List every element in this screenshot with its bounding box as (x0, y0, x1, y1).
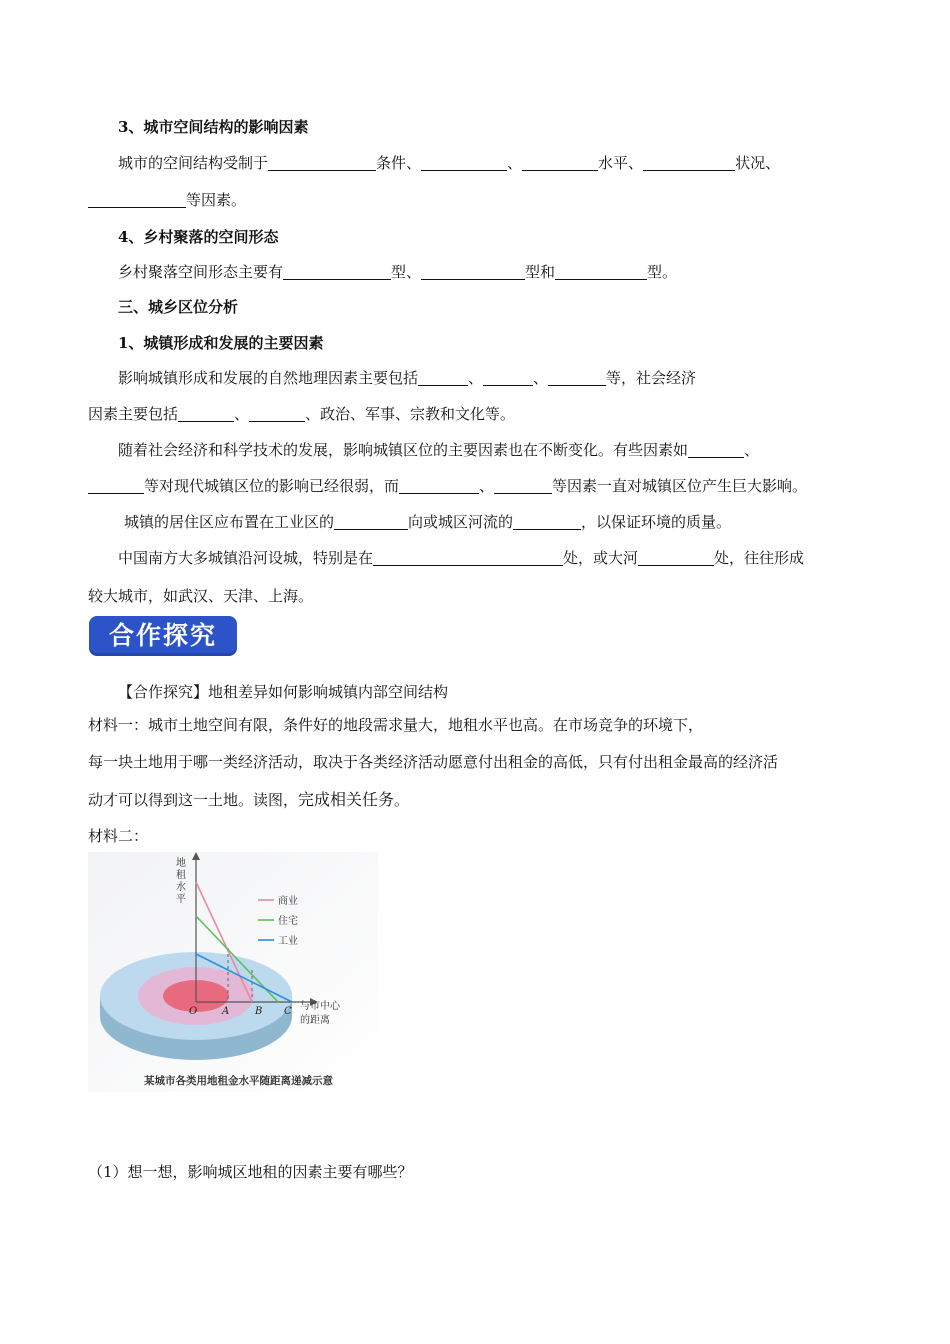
legend-label-industrial: 工业 (278, 936, 298, 947)
fill-blank[interactable] (334, 513, 408, 530)
fill-blank[interactable] (283, 263, 391, 280)
fill-blank[interactable] (88, 477, 144, 494)
section3-line2: 等因素。 (88, 190, 246, 210)
part3-p4: 中国南方大多城镇沿河设城，特别是在 处，或大河 处，往往形成 (118, 549, 805, 567)
material-two-label: 材料二： (88, 827, 149, 845)
point-label-b: B (255, 1006, 263, 1017)
section3-line1: 城市的空间结构受制于 条件、 、 水平、 状况、 (118, 154, 781, 172)
point-label-a: A (222, 1006, 230, 1017)
part3-heading: 三、城乡区位分析 (118, 298, 239, 316)
part3-subheading: 1、城镇形成和发展的主要因素 (118, 334, 324, 352)
section4-heading: 4、乡村聚落的空间形态 (118, 228, 279, 246)
fill-blank[interactable] (483, 369, 533, 386)
y-axis-label-4: 平 (176, 894, 186, 905)
part3-p1b: 因素主要包括 、 、政治、军事、宗教和文化等。 (88, 405, 516, 423)
y-axis-label-1: 地 (176, 858, 186, 869)
fill-blank[interactable] (421, 154, 507, 171)
x-axis-label-2: 的距离 (300, 1015, 330, 1026)
fill-blank[interactable] (638, 549, 714, 566)
fill-blank[interactable] (688, 441, 744, 458)
rent-gradient-figure (88, 852, 378, 1092)
fill-blank[interactable] (418, 369, 468, 386)
point-label-o: O (189, 1006, 198, 1017)
y-axis-label-3: 水 (176, 882, 186, 893)
x-axis-label-1: 与市中心 (300, 1001, 340, 1012)
material-one-line1: 材料一：城市土地空间有限，条件好的地段需求量大，地租水平也高。在市场竞争的环境下， (88, 716, 704, 734)
part3-p3: 城镇的居住区应布置在工业区的 向或城区河流的 ，以保证环境的质量。 (124, 513, 732, 531)
fill-blank[interactable] (643, 154, 735, 171)
fill-blank[interactable] (548, 369, 606, 386)
fill-blank[interactable] (494, 477, 552, 494)
section3-heading: 3、城市空间结构的影响因素 (118, 118, 309, 136)
fill-blank[interactable] (178, 405, 234, 422)
fill-blank[interactable] (555, 263, 647, 280)
fill-blank[interactable] (399, 477, 479, 494)
fill-blank[interactable] (268, 154, 376, 171)
section4-line1: 乡村聚落空间形态主要有 型、 型和 型。 (118, 263, 678, 281)
part3-p2: 随着社会经济和科学技术的发展，影响城镇区位的主要因素也在不断变化。有些因素如 、 (118, 441, 760, 459)
material-one-line2: 每一块土地用于哪一类经济活动，取决于各类经济活动愿意付出租金的高低，只有付出租金最高的经济活 (88, 753, 779, 771)
coop-title: 【合作探究】地租差异如何影响城镇内部空间结构 (118, 683, 449, 701)
fill-blank[interactable] (522, 154, 598, 171)
fill-blank[interactable] (513, 513, 581, 530)
part3-p2b: 等对现代城镇区位的影响已经很弱，而 、 等因素一直对城镇区位产生巨大影响。 (88, 476, 807, 496)
fill-blank[interactable] (373, 549, 563, 566)
fill-blank[interactable] (249, 405, 305, 422)
fill-blank[interactable] (88, 191, 186, 208)
part3-p1: 影响城镇形成和发展的自然地理因素主要包括 、 、 等，社会经济 (118, 369, 697, 387)
fill-blank[interactable] (421, 263, 525, 280)
figure-caption: 某城市各类用地租金水平随距离递减示意 (144, 1075, 333, 1087)
legend-label-residential: 住宅 (278, 916, 298, 927)
legend-label-commercial: 商业 (278, 896, 298, 907)
part3-p4b: 较大城市，如武汉、天津、上海。 (88, 587, 314, 605)
material-one-line3: 动才可以得到这一土地。读图，完成相关任务。 (88, 790, 410, 809)
y-axis-label-2: 租 (176, 870, 186, 881)
point-label-c: C (284, 1006, 292, 1017)
cooperation-badge: 合作探究 (89, 616, 237, 656)
question-1: （1）想一想，影响城区地租的因素主要有哪些？ (88, 1163, 413, 1181)
